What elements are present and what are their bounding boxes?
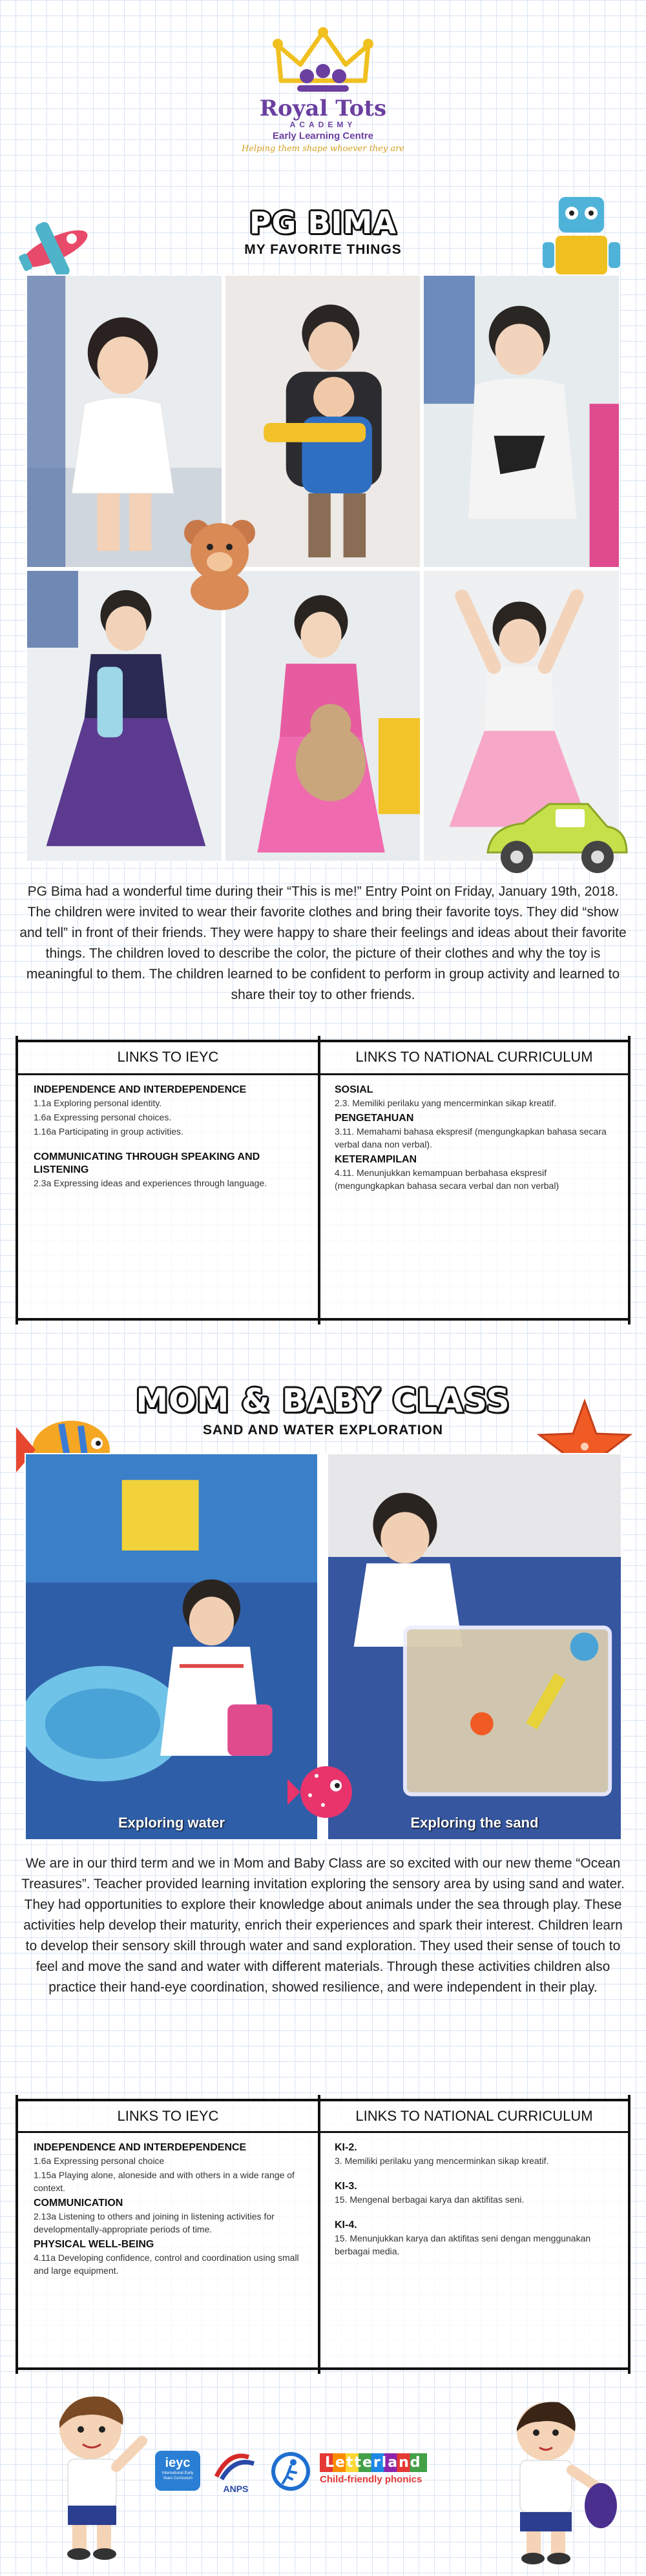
group-heading: KI-2. xyxy=(335,2142,357,2153)
section1-subtitle: MY FAVORITE THINGS xyxy=(244,242,402,257)
section1-title: PG BIMA xyxy=(249,205,397,240)
photo-sand xyxy=(327,1453,622,1840)
group-heading: INDEPENDENCE AND INTERDEPENDENCE xyxy=(34,1084,247,1095)
table1-ieyc-content xyxy=(34,1081,311,1191)
letterland-sublabel: Child-friendly phonics xyxy=(320,2474,422,2485)
links-table-2 xyxy=(18,2099,628,2370)
caption-sand: Exploring the sand xyxy=(410,1815,539,1831)
table1-ieyc-header: LINKS TO IEYC xyxy=(117,1049,219,1065)
group-item: 1.15a Playing alone, aloneside and with others in a wide range of context. xyxy=(34,2170,295,2193)
brand-name: Royal Tots xyxy=(259,96,387,121)
group-heading: COMMUNICATING THROUGH SPEAKING AND LISTENING xyxy=(34,1151,260,1175)
letterland-logo xyxy=(320,2453,501,2492)
group-item: 4.11. Menunjukkan kemampuan berbahasa ekspresif (mengungkapkan bahasa secara verbal dan non verbal) xyxy=(335,1168,559,1191)
group-heading: KI-3. xyxy=(335,2181,357,2192)
group-heading: COMMUNICATION xyxy=(34,2198,123,2209)
group-heading: SOSIAL xyxy=(335,1084,373,1095)
runner-icon xyxy=(271,2452,310,2491)
pufferfish-sticker xyxy=(284,1757,368,1828)
group-item: 1.6a Expressing personal choice xyxy=(34,2156,165,2166)
anps-logo xyxy=(210,2451,262,2493)
section2-subtitle: SAND AND WATER EXPLORATION xyxy=(202,1423,444,1437)
academy-logo xyxy=(233,26,413,174)
group-item: 2.13a Listening to others and joining in listening activities for developmentally-appropriate periods of time. xyxy=(34,2211,275,2234)
group-item: 3.11. Memahami bahasa ekspresif (mengungkapkan bahasa secara verbal dana non verbal). xyxy=(335,1126,607,1149)
photo-water xyxy=(25,1453,318,1840)
table2-national-content xyxy=(335,2139,619,2259)
photo-child-3 xyxy=(422,274,620,568)
photo-child-5 xyxy=(224,570,421,862)
table2-ieyc-header: LINKS TO IEYC xyxy=(117,2108,219,2124)
section2-paragraph: We are in our third term and we in Mom and Baby Class are so excited with our new theme “Ocean Treasures”. Teacher provided learning invitation exploring the sensory area by using sand and water. They had opportunities to explore their knowledge about animals under the sea through play. These activities help develop their maturity, enrich their experiences and spark their interest. Children learn to develop their sensory skill through water and sand exploration. They used their sense of touch to feel and move the sand and water with different materials. Through these activities children also practice their hand-eye coordination, showed resilience, and were independent in their play. xyxy=(21,1856,625,1995)
group-item: 4.11a Developing confidence, control and coordination using small and large equipment. xyxy=(34,2252,299,2276)
teddy-bear-sticker xyxy=(178,513,262,610)
group-heading: KETERAMPILAN xyxy=(335,1154,417,1165)
section2-title: MOM & BABY CLASS xyxy=(136,1382,510,1419)
ieyc-logo xyxy=(155,2451,200,2491)
letterland-label: Letterland xyxy=(320,2453,427,2472)
partner-logos xyxy=(155,2451,504,2496)
group-item: 1.16a Participating in group activities. xyxy=(34,1126,183,1137)
crown-icon xyxy=(271,26,375,97)
boy-cartoon-left xyxy=(32,2389,155,2564)
group-item: 3. Memiliki perilaku yang mencerminkan sikap kreatif. xyxy=(335,2156,549,2166)
table2-national-header: LINKS TO NATIONAL CURRICULUM xyxy=(355,2108,593,2124)
group-heading: INDEPENDENCE AND INTERDEPENDENCE xyxy=(34,2142,247,2153)
anps-label: ANPS xyxy=(223,2484,249,2494)
photo-child-4 xyxy=(26,570,223,862)
caption-water: Exploring water xyxy=(118,1815,225,1831)
group-item: 15. Menunjukkan karya dan aktifitas seni dengan menggunakan berbagai media. xyxy=(335,2233,591,2256)
group-item: 15. Mengenal berbagai karya dan aktifitas seni. xyxy=(335,2194,525,2205)
group-item: 2.3a Expressing ideas and experiences through language. xyxy=(34,1178,267,1188)
ieyc-sublabel: International Early Years Curriculum xyxy=(162,2471,194,2480)
section1-paragraph: PG Bima had a wonderful time during their “This is me!” Entry Point on Friday, January 19th, 2018. The children were invited to wear their favorite clothes and bring their favorite toys. They did “show and tell” in front of their friends. They were happy to share their feelings and ideas about their favorite things. The children loved to describe the color, the picture of their clothes and why the toy is meaningful to them. The children learned to be confident to perform in group activity and learned to share their toy to other friends. xyxy=(19,884,627,1002)
table1-national-content xyxy=(335,1081,619,1193)
group-heading: KI-4. xyxy=(335,2220,357,2231)
ieyc-label: ieyc xyxy=(165,2456,191,2470)
toy-car-sticker xyxy=(478,798,633,881)
links-table-1 xyxy=(18,1040,628,1321)
group-item: 1.1a Exploring personal identity. xyxy=(34,1098,162,1108)
brand-tagline: Helping them shape whoever they are xyxy=(241,144,404,154)
brand-academy: ACADEMY xyxy=(289,120,357,129)
table2-ieyc-content xyxy=(34,2139,311,2278)
photo-grid-1 xyxy=(26,274,620,862)
school-badge-logo xyxy=(271,2452,310,2491)
anps-emblem-icon xyxy=(210,2451,262,2480)
brand-subtitle: Early Learning Centre xyxy=(273,130,373,141)
group-item: 1.6a Expressing personal choices. xyxy=(34,1112,172,1122)
group-heading: PHYSICAL WELL-BEING xyxy=(34,2239,154,2250)
group-item: 2.3. Memiliki perilaku yang mencerminkan sikap kreatif. xyxy=(335,1098,557,1108)
table1-national-header: LINKS TO NATIONAL CURRICULUM xyxy=(355,1049,593,1065)
group-heading: PENGETAHUAN xyxy=(335,1113,414,1124)
